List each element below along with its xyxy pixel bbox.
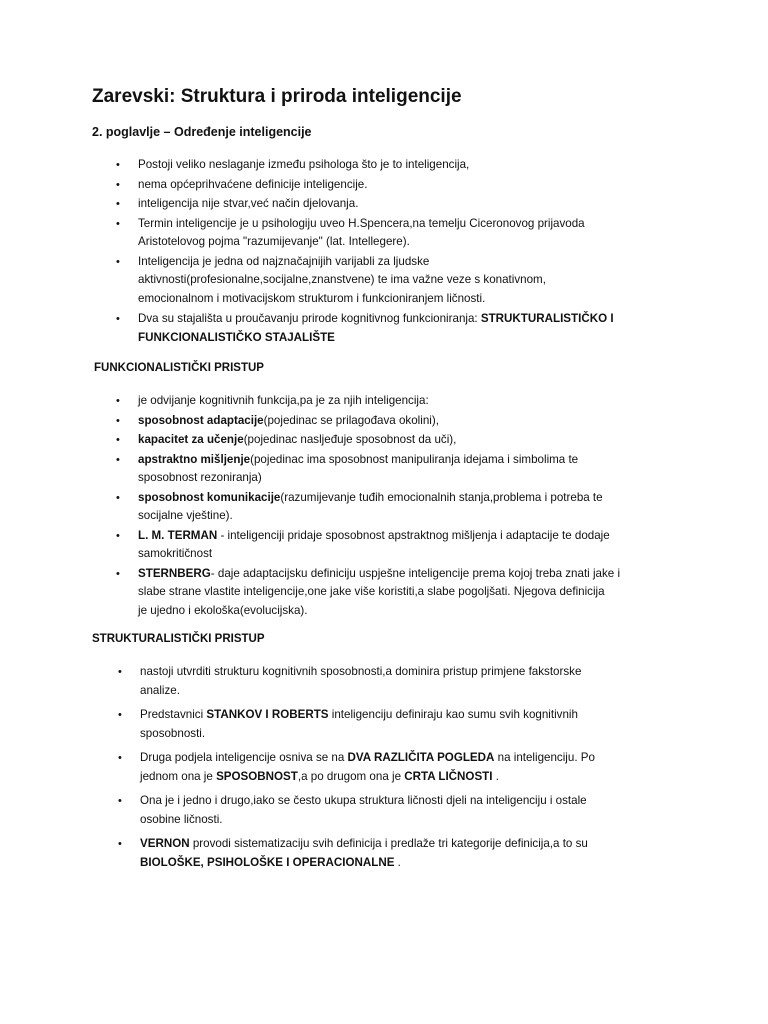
text-segment: socijalne vještine). [138,509,233,522]
text-segment: na inteligenciju. Po [494,751,595,764]
list-item [118,749,693,786]
bold-text: STANKOV I ROBERTS [206,708,329,721]
text-segment: nastoji utvrditi strukturu kognitivnih sposobnosti,a dominira pristup primjene fakstorske [140,665,582,678]
text-segment: . [492,769,499,783]
text-segment: slabe strane vlastite inteligencije,one jake više koristiti,a slabe pogoljšati. Njegova definicija [138,585,605,598]
list-item [118,792,693,829]
bullet-icon: • [116,313,120,325]
bullet-icon: • [116,529,120,542]
bold-text: SPOSOBNOST [216,769,298,783]
structural-bullet-list [118,663,693,878]
functional-bullet-list [116,392,691,621]
text-segment: nema općeprihvaćene definicije inteligencije. [138,177,368,191]
bold-text: DVA RAZLIČITA POGLEDA [347,751,495,764]
text-segment: sposobnosti. [140,726,206,740]
list-item [116,527,691,564]
text-segment: inteligencija nije stvar,već način djelovanja. [138,197,359,210]
bullet-icon: • [118,838,122,850]
bold-text: STRUKTURALISTIČKO I [480,312,614,325]
list-item [116,176,676,195]
bullet-icon: • [118,795,122,807]
text-segment: je odvijanje kognitivnih funkcija,pa je za njih inteligencija: [138,394,429,407]
list-item [118,835,693,872]
text-segment: sposobnost rezoniranja) [138,471,262,484]
text-segment: Inteligencija je jedna od najznačajnijih varijabli za ljudske [138,254,430,268]
text-segment: Aristotelovog pojma "razumijevanje" (lat. Intellegere). [138,235,410,248]
bold-text: VERNON [140,837,190,850]
bold-text: BIOLOŠKE, PSIHOLOŠKE I OPERACIONALNE [140,855,395,869]
list-item [116,565,691,621]
functional-approach-heading: FUNKCIONALISTIČKI PRISTUP [94,362,264,374]
list-item [116,489,691,526]
text-segment: analize. [140,683,180,697]
text-segment: - daje adaptacijsku definiciju uspješne inteligencije prema kojoj treba znati jake i [210,566,621,580]
chapter-subtitle: 2. poglavlje – Određenje inteligencije [92,125,312,139]
text-segment: jednom ona je [140,769,217,783]
text-segment: emocionalnom i motivacijskom strukturom i funkcioniranjem ličnosti. [138,291,486,305]
list-item [116,215,676,252]
intro-bullet-list [116,156,676,349]
list-item [116,310,676,347]
text-segment: Termin inteligencije je u psihologiju uveo H.Spencera,na temelju Ciceronovog prijavoda [138,216,585,230]
list-item [116,253,676,309]
bullet-icon: • [118,666,122,678]
bullet-icon: • [116,198,120,210]
text-segment: (razumijevanje tuđih emocionalnih stanja,problema i potreba te [280,490,603,504]
text-segment: je ujedno i ekološka(evolucijska). [138,603,308,617]
document-title: Zarevski: Struktura i priroda inteligencije [92,86,462,107]
bold-text: L. M. TERMAN [138,528,218,542]
bullet-icon: • [116,395,120,407]
bold-text: kapacitet za učenje [138,433,244,446]
text-segment: samokritičnost [138,547,213,560]
text-segment: (pojedinac se prilagođava okolini), [263,413,439,427]
bullet-icon: • [116,414,120,427]
bullet-icon: • [116,255,120,268]
list-item [116,195,676,214]
list-item [118,663,693,700]
text-segment: Druga podjela inteligencije osniva se na [140,751,348,764]
bullet-icon: • [116,159,120,171]
list-item [116,392,691,411]
text-segment: . [394,855,401,869]
text-segment: (pojedinac ima sposobnost manipuliranja idejama i simbolima te [250,452,579,466]
bullet-icon: • [118,752,122,764]
text-segment: Postoji veliko neslaganje između psihologa što je to inteligencija, [138,158,470,171]
bold-text: STERNBERG [138,566,211,580]
bold-text: sposobnost adaptacije [138,413,264,427]
text-segment: aktivnosti(profesionalne,socijalne,znanstvene) te ima važne veze s konativnom, [138,273,546,286]
bold-text: sposobnost komunikacije [138,490,281,504]
text-segment: Predstavnici [140,708,207,721]
bold-text: apstraktno mišljenje [138,452,251,466]
bold-text: CRTA LIČNOSTI [404,769,493,783]
text-segment: osobine ličnosti. [140,812,223,826]
text-segment: Dva su stajališta u proučavanju prirode kognitivnog funkcioniranja: [138,312,481,325]
list-item [116,451,691,488]
text-segment: ,a po drugom ona je [297,769,405,783]
bullet-icon: • [116,434,120,446]
list-item [116,431,691,450]
bold-text: FUNKCIONALISTIČKO STAJALIŠTE [138,330,335,344]
list-item [118,706,693,743]
text-segment: Ona je i jedno i drugo,iako se često ukupa struktura ličnosti djeli na inteligenciju i ostale [140,794,587,807]
structural-approach-heading: STRUKTURALISTIČKI PRISTUP [92,633,265,645]
bullet-icon: • [116,217,120,230]
text-segment: - inteligenciji pridaje sposobnost apstraktnog mišljenja i adaptacije te dodaje [217,528,610,542]
text-segment: provodi sistematizaciju svih definicija i predlaže tri kategorije definicija,a to su [189,837,588,850]
bullet-icon: • [116,453,120,466]
bullet-icon: • [116,178,120,191]
bullet-icon: • [116,491,120,504]
bullet-icon: • [116,567,120,580]
list-item [116,412,691,431]
text-segment: (pojedinac nasljeđuje sposobnost da uči), [243,433,457,446]
list-item [116,156,676,175]
bullet-icon: • [118,709,122,721]
text-segment: inteligenciju definiraju kao sumu svih kognitivnih [328,708,578,721]
